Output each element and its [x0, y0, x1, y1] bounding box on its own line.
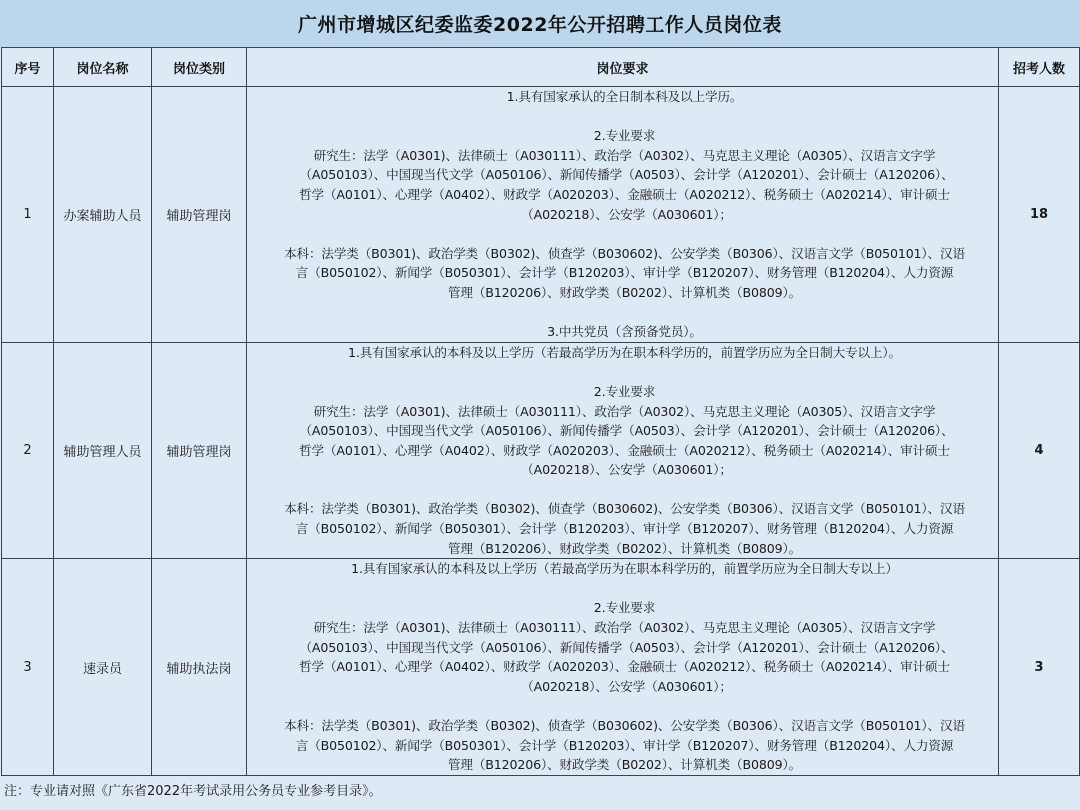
requirement-line: 研究生：法学（A0301)、法律硕士（A030111）、政治学（A0302）、马克思主义理论（A0305）、汉语言文字学 — [313, 147, 936, 163]
requirement-line: 2.专业要求 — [593, 600, 656, 616]
table-header-row — [2, 48, 1080, 87]
requirement-line: （A050103）、中国现当代文学（A050106）、新闻传播学（A0503）、会计学（A120201）、会计硕士（A120206）、 — [299, 423, 954, 439]
cell-index: 2 — [2, 342, 54, 559]
cell-position-category: 辅助执法岗 — [152, 559, 247, 776]
cell-index: 1 — [2, 87, 54, 343]
requirement-line — [251, 480, 998, 500]
page-title: 广州市增城区纪委监委2022年公开招聘工作人员岗位表 — [0, 0, 1080, 47]
header-position-name: 岗位名称 — [54, 48, 152, 87]
requirement-line: 研究生：法学（A0301)、法律硕士（A030111）、政治学（A0302）、马克思主义理论（A0305）、汉语言文字学 — [313, 403, 936, 419]
requirement-line: 言（B050102）、新闻学（B050301）、会计学（B120203）、审计学（B120207）、财务管理（B120204）、人力资源 — [295, 737, 954, 753]
requirement-line — [251, 224, 998, 244]
requirement-line: 2.专业要求 — [593, 128, 656, 144]
requirement-line: （A050103）、中国现当代文学（A050106）、新闻传播学（A0503）、会计学（A120201）、会计硕士（A120206）、 — [299, 167, 954, 183]
requirement-line: 言（B050102）、新闻学（B050301）、会计学（B120203）、审计学（B120207）、财务管理（B120204）、人力资源 — [295, 265, 954, 281]
requirement-line — [251, 107, 998, 127]
footnote: 注：专业请对照《广东省2022年考试录用公务员专业参考目录》。 — [4, 784, 382, 799]
requirement-line: （A020218）、公安学（A030601）； — [521, 462, 732, 478]
positions-table — [1, 47, 1080, 776]
requirement-line: 哲学（A0101）、心理学（A0402）、财政学（A020203）、金融硕士（A020212）、税务硕士（A020214）、审计硕士 — [299, 186, 950, 202]
requirement-line: 1.具有国家承认的本科及以上学历（若最高学历为在职本科学历的，前置学历应为全日制大专以上）。 — [348, 344, 901, 360]
header-recruit-count: 招考人数 — [999, 48, 1080, 87]
requirement-line — [251, 579, 998, 599]
cell-index: 3 — [2, 559, 54, 776]
cell-position-name: 辅助管理人员 — [54, 342, 152, 559]
cell-recruit-count: 18 — [999, 87, 1080, 343]
header-index: 序号 — [2, 48, 54, 87]
cell-recruit-count: 4 — [999, 342, 1080, 559]
cell-requirements — [247, 87, 999, 343]
requirement-line: （A020218）、公安学（A030601）； — [521, 206, 732, 222]
requirement-line: （A020218）、公安学（A030601）； — [521, 678, 732, 694]
cell-position-name: 速录员 — [54, 559, 152, 776]
table-row — [2, 342, 1080, 559]
requirement-line: 哲学（A0101）、心理学（A0402）、财政学（A020203）、金融硕士（A020212）、税务硕士（A020214）、审计硕士 — [299, 442, 950, 458]
header-requirements: 岗位要求 — [247, 48, 999, 87]
requirement-line: 哲学（A0101）、心理学（A0402）、财政学（A020203）、金融硕士（A020212）、税务硕士（A020214）、审计硕士 — [299, 659, 950, 675]
cell-requirements — [247, 559, 999, 776]
cell-position-category: 辅助管理岗 — [152, 87, 247, 343]
cell-position-category: 辅助管理岗 — [152, 342, 247, 559]
requirement-line: 2.专业要求 — [593, 383, 656, 399]
requirement-line: 管理（B120206）、财政学类（B0202）、计算机类（B0809）。 — [447, 284, 802, 300]
requirement-line: 管理（B120206）、财政学类（B0202）、计算机类（B0809）。 — [447, 757, 802, 773]
header-position-category: 岗位类别 — [152, 48, 247, 87]
requirement-line: 管理（B120206）、财政学类（B0202）、计算机类（B0809）。 — [447, 540, 802, 556]
requirement-line: 本科：法学类（B0301)、政治学类（B0302)、侦查学（B030602)、公安学类（B0306）、汉语言文学（B050101）、汉语 — [284, 501, 965, 517]
table-row — [2, 87, 1080, 343]
requirement-line: 3.中共党员（含预备党员）。 — [547, 324, 702, 340]
requirement-line: （A050103）、中国现当代文学（A050106）、新闻传播学（A0503）、会计学（A120201）、会计硕士（A120206）、 — [299, 639, 954, 655]
cell-requirements — [247, 342, 999, 559]
requirement-line — [251, 303, 998, 323]
requirement-line: 研究生：法学（A0301)、法律硕士（A030111）、政治学（A0302）、马克思主义理论（A0305）、汉语言文字学 — [313, 620, 936, 636]
cell-position-name: 办案辅助人员 — [54, 87, 152, 343]
requirement-line: 1.具有国家承认的全日制本科及以上学历。 — [506, 89, 743, 104]
requirement-line: 本科：法学类（B0301)、政治学类（B0302)、侦查学（B030602)、公安学类（B0306）、汉语言文学（B050101）、汉语 — [284, 245, 965, 261]
requirement-line: 1.具有国家承认的本科及以上学历（若最高学历为在职本科学历的，前置学历应为全日制大专以上） — [351, 561, 898, 577]
table-row — [2, 559, 1080, 776]
requirement-line — [251, 696, 998, 716]
requirement-line — [251, 362, 998, 382]
cell-recruit-count: 3 — [999, 559, 1080, 776]
requirement-line: 本科：法学类（B0301)、政治学类（B0302)、侦查学（B030602)、公安学类（B0306）、汉语言文学（B050101）、汉语 — [284, 718, 965, 733]
requirement-line: 言（B050102）、新闻学（B050301）、会计学（B120203）、审计学（B120207）、财务管理（B120204）、人力资源 — [295, 521, 954, 537]
